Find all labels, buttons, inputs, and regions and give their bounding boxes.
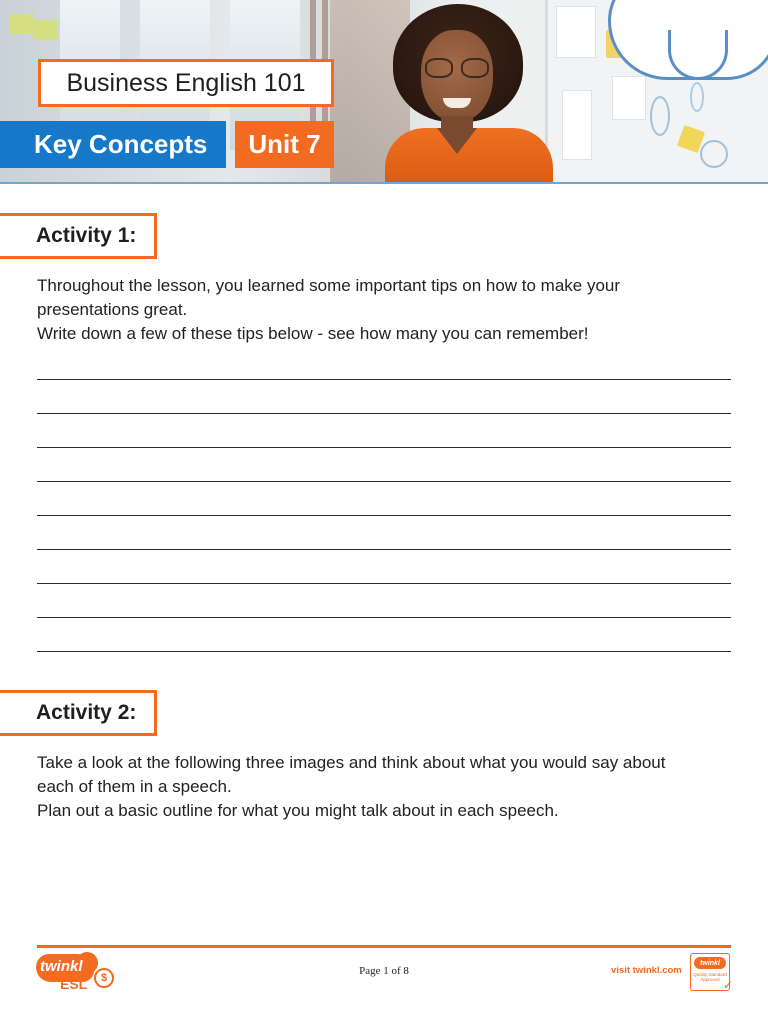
footer-divider: [37, 945, 731, 948]
glasses-lens: [461, 58, 489, 78]
glasses-lens: [425, 58, 453, 78]
section-label: Key Concepts: [0, 121, 226, 168]
pinned-paper: [562, 90, 592, 160]
checkmark-icon: ✓: [722, 978, 733, 992]
instruction-line: Plan out a basic outline for what you might talk about in each speech.: [37, 801, 559, 820]
writing-line[interactable]: [37, 584, 731, 618]
writing-line[interactable]: [37, 516, 731, 550]
instruction-line: Write down a few of these tips below - see how many you can remember!: [37, 324, 589, 343]
writing-area[interactable]: [37, 379, 731, 652]
writing-line[interactable]: [37, 414, 731, 448]
writing-line[interactable]: [37, 380, 731, 414]
sticky-note: [10, 14, 34, 34]
unit-label: Unit 7: [235, 121, 334, 168]
activity-2-instructions: [37, 751, 697, 823]
sticky-note: [34, 20, 58, 40]
pinned-paper: [556, 6, 596, 58]
whiteboard-scribble: [690, 82, 704, 112]
website-link[interactable]: visit twinkl.com: [611, 965, 682, 976]
header-banner: [0, 0, 768, 184]
speech-bubble-icon: $: [94, 968, 114, 988]
instruction-line: Throughout the lesson, you learned some important tips on how to make your presentations great.: [37, 276, 621, 319]
writing-line[interactable]: [37, 448, 731, 482]
activity-1-instructions: [37, 274, 697, 346]
logo-esl: ESL: [60, 976, 88, 992]
course-title: Business English 101: [38, 59, 334, 107]
writing-line[interactable]: [37, 618, 731, 652]
seal-caption: Quality Standard Approved: [693, 972, 727, 982]
page-number: Page 1 of 8: [359, 965, 409, 977]
activity-2-heading: Activity 2:: [0, 690, 157, 736]
whiteboard-scribble: [650, 96, 670, 136]
instruction-line: Take a look at the following three images and think about what you would say about each of them in a speech.: [37, 753, 666, 796]
glasses-icon: [423, 58, 491, 80]
logo-wordmark: twinkl: [40, 958, 83, 975]
activity-1-heading: Activity 1:: [0, 213, 157, 259]
presenter-photo: [385, 0, 555, 184]
seal-wordmark: twinkl: [694, 957, 726, 969]
quality-seal: [690, 953, 733, 992]
writing-line[interactable]: [37, 482, 731, 516]
banner-divider: [0, 182, 768, 184]
writing-line[interactable]: [37, 550, 731, 584]
pinned-paper: [612, 76, 646, 120]
whiteboard-scribble: [700, 140, 728, 168]
